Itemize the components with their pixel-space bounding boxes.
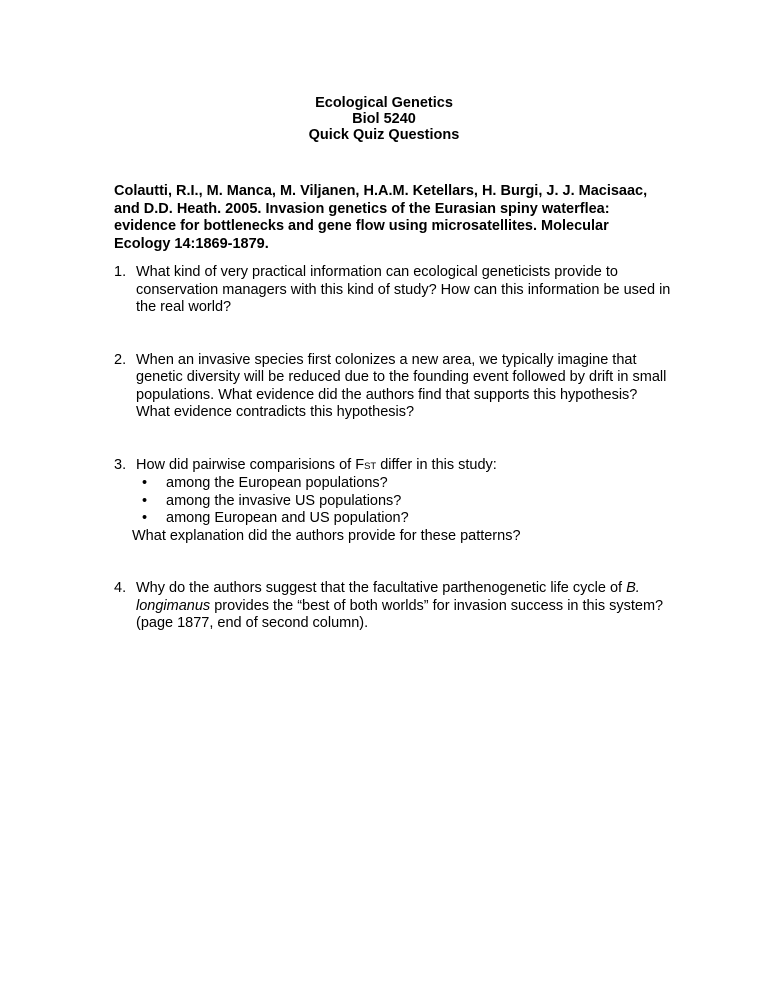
header-title: Ecological Genetics [315,95,453,111]
bullet-icon: • [142,475,148,491]
question-3 [114,457,674,546]
bullet-text: among European and US population? [166,510,409,526]
question-4 [114,580,674,633]
document-header [0,95,768,143]
question-text: What kind of very practical information can ecological geneticists provide to conservation managers with this kind of study? How can this information be used in the real world? [136,264,671,315]
question-text-start: How did pairwise comparisions of F [136,456,365,473]
question-list [114,264,674,633]
bullet-text: among the European populations? [166,475,388,491]
paper-citation: Colautti, R.I., M. Manca, M. Viljanen, H.A.M. Ketellars, H. Burgi, J. J. Macisaac, and D.D. Heath. 2005. Invasion genetics of the Eurasian spiny waterflea: evidence for bottlenecks and gene flow using microsatellites. Molecular Ecology 14:1869-1879. [114,183,648,252]
bullet-list [136,475,674,528]
bullet-item [136,510,674,528]
question-2 [114,352,674,422]
question-text-start: Why do the authors suggest that the facultative parthenogenetic life cycle of [136,580,627,596]
question-text-end: differ in this study: [376,456,497,473]
bullet-item [136,475,674,493]
question-number: 2. [114,351,127,368]
bullet-icon: • [142,492,148,509]
header-subtitle: Quick Quiz Questions [308,127,460,143]
question-text [136,457,674,476]
question-number: 4. [114,580,127,596]
bullet-item [136,493,674,511]
question-number: 3. [114,456,127,473]
header-course: Biol 5240 [352,111,416,127]
question-text: When an invasive species first colonizes a new area, we typically imagine that genetic diversity will be reduced due to the founding event followed by drift in small populations. What evidence did the authors find that supports this hypothesis? What evidence contradicts this hypothesis? [136,351,667,420]
species-name: B. longimanus [136,580,640,614]
bullet-text: among the invasive US populations? [166,492,402,509]
question-number: 1. [114,264,127,280]
question-1 [114,264,674,317]
question-followup: What explanation did the authors provide for these patterns? [132,527,521,544]
question-text-end: provides the “best of both worlds” for invasion success in this system? (page 1877, end of second column). [136,597,664,631]
fst-subscript: ST [364,460,377,472]
question-text [136,580,674,633]
bullet-icon: • [142,510,148,526]
